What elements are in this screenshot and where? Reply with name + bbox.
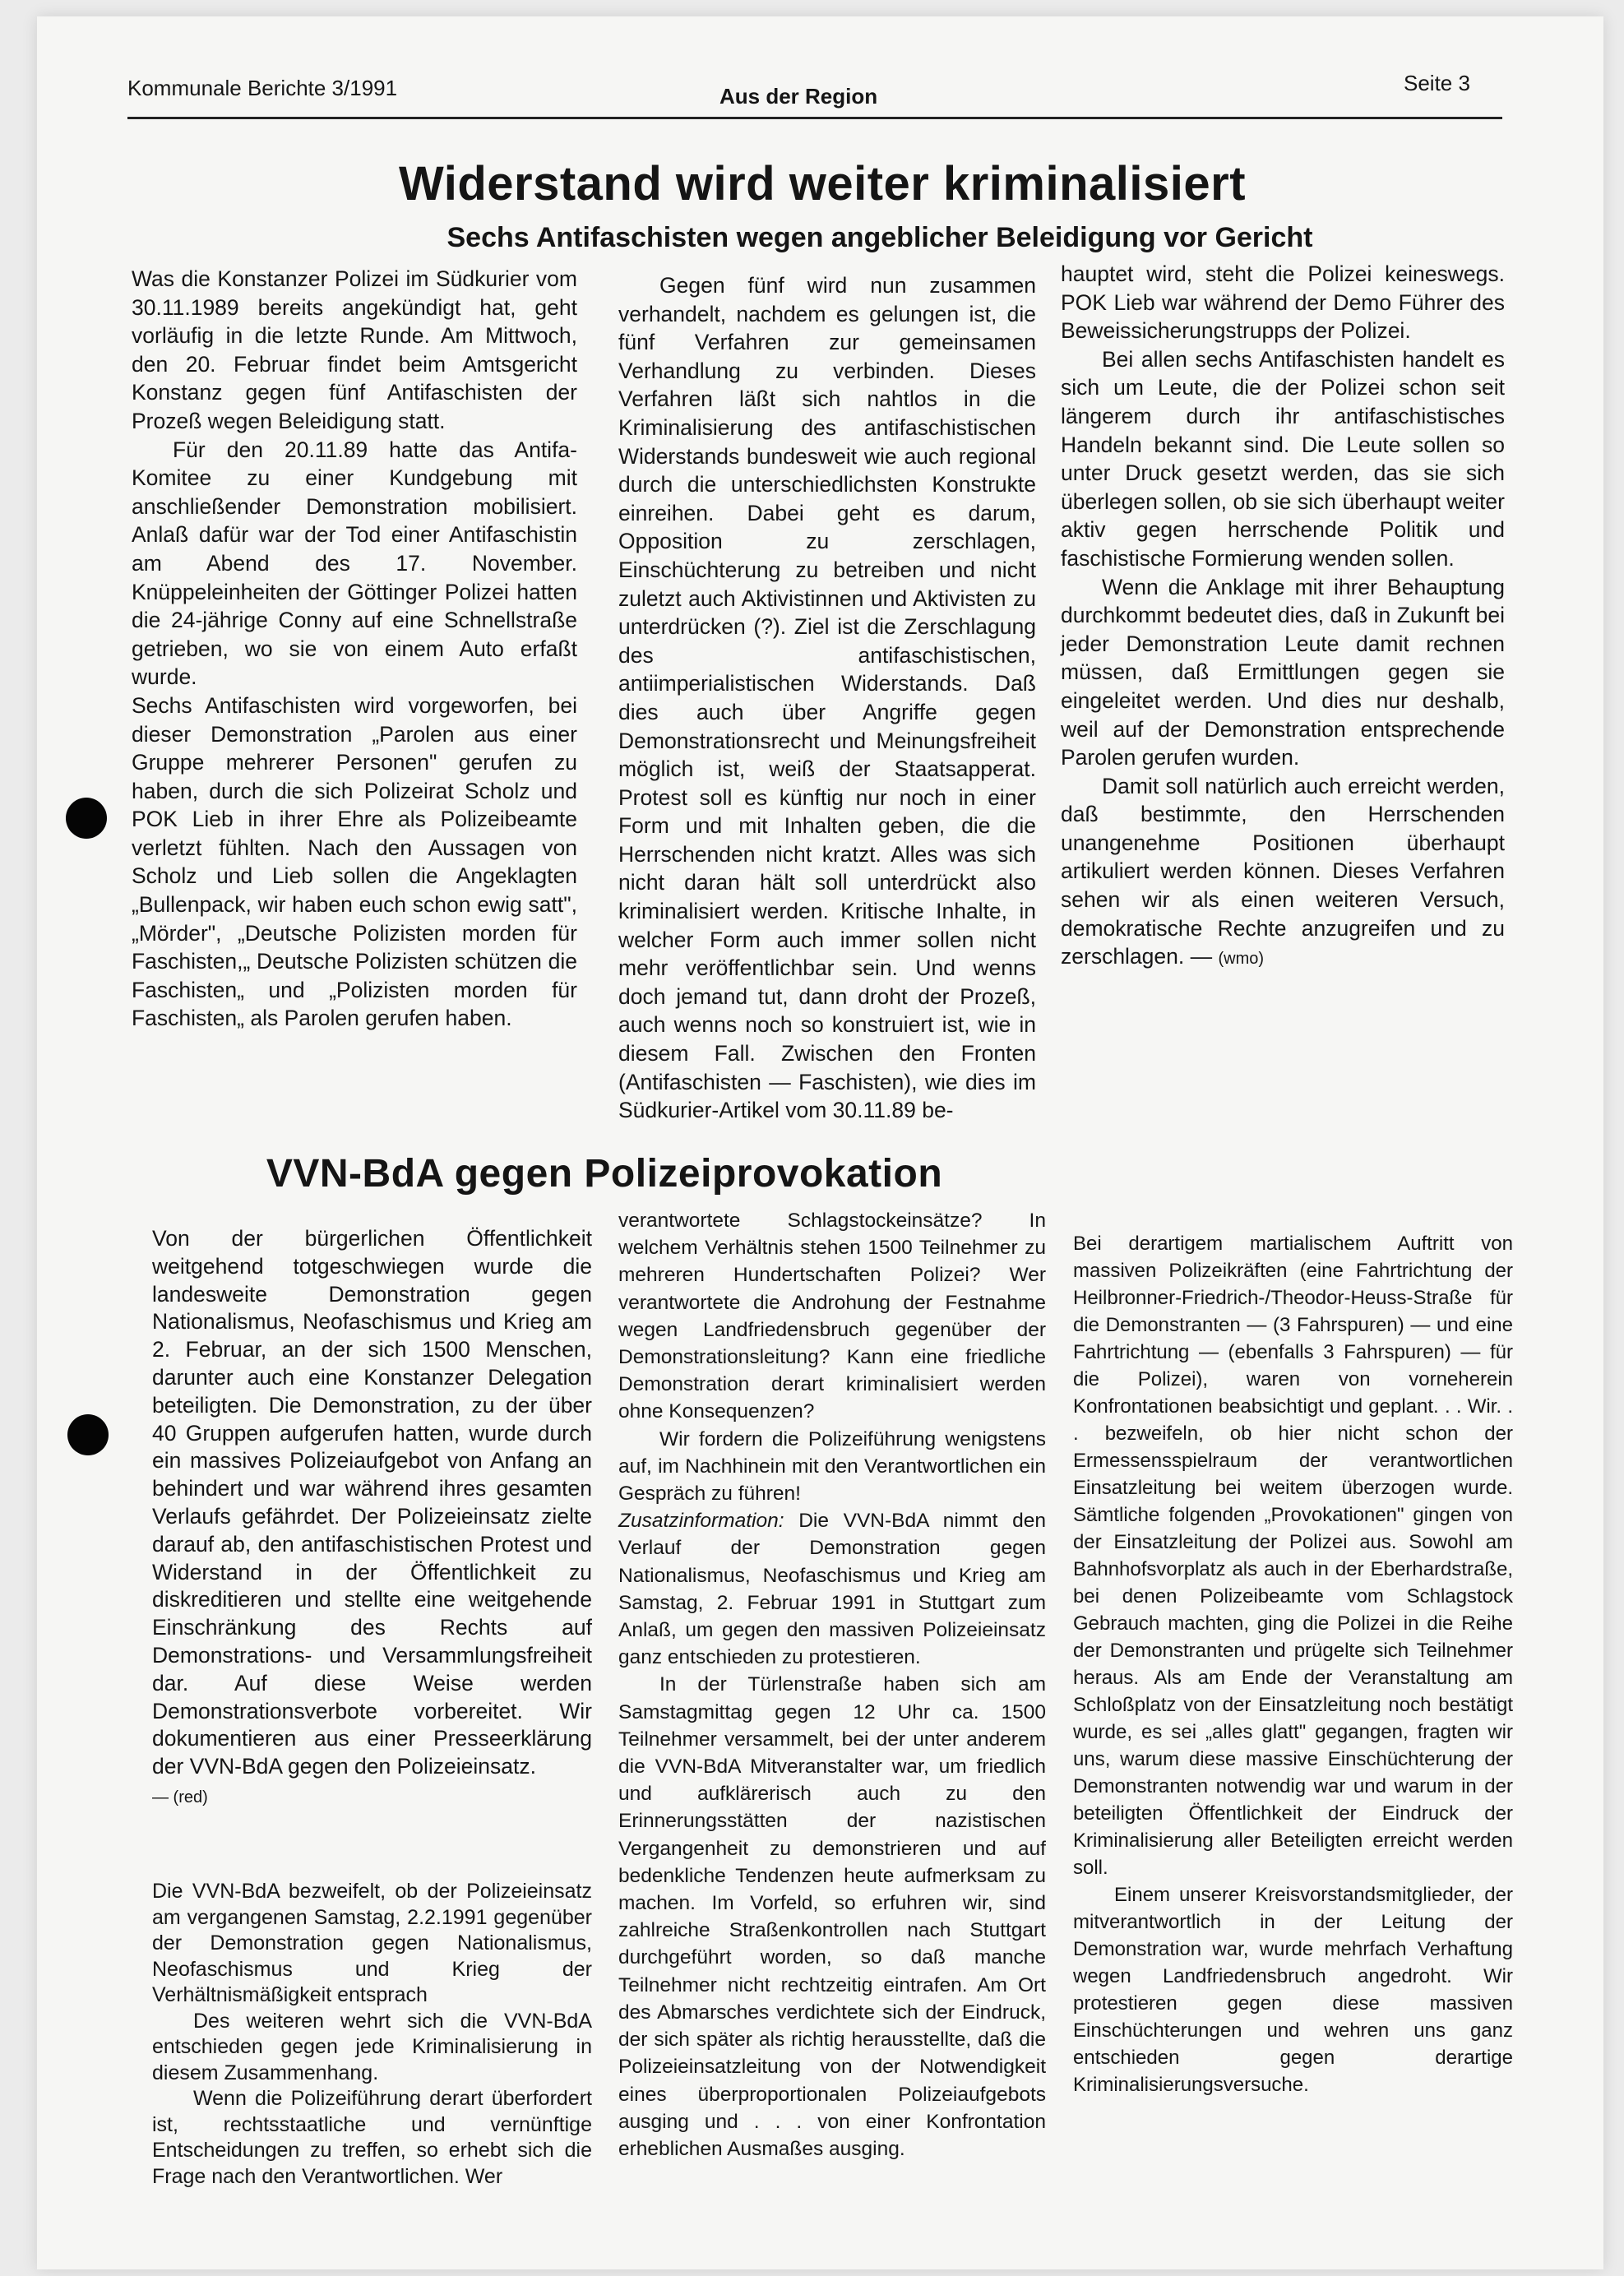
paragraph: Damit soll natürlich auch erreicht werden, daß bestimmte, den Herrschenden unangenehme Positionen überhaupt artikuliert werden können. Dieses Verfahren sehen wir als einen weiteren Versuch, demokratische Rechte anzugreifen und zu zerschlagen. — [1061,773,1505,969]
page-number: Seite 3 [1404,71,1470,95]
author-signature: (wmo) [1218,950,1265,969]
punch-hole [66,798,107,839]
paragraph: Sechs Antifaschisten wird vorgeworfen, bei dieser Demonstration „Parolen aus einer Gruppe mehrerer Personen" gerufen zu haben, durch die sich Polizeirat Scholz und POK Lieb in ihrer Ehre als Polizeibeamte verletzt fühlten. Nach den Aussagen von Scholz und Lieb sollen die Angeklagten „Bullenpack, wir haben euch schon ewig satt",„Mörder", „Deutsche Polizisten morden für Faschisten,„ Deutsche Polizisten schützen die Faschisten„ und „Polizisten morden für Faschisten„ als Parolen gerufen haben. [132,692,577,1031]
section-title: Aus der Region [719,84,878,109]
editor-signature: — (red) [152,1788,208,1806]
article1-subtitle: Sechs Antifaschisten wegen angeblicher Beleidigung vor Gericht [446,222,1313,253]
paragraph: Einem unserer Kreisvorstandsmitglieder, der mitverantwortlich in der Leitung der Demonstration war, wurde mehrfach Verhaftung wegen Landfriedensbruch angedroht. Wir protestieren gegen diese massiven Einschüchterungen und wehren uns ganz entschieden gegen derartige Kriminalisierungsversuche. [1073,1884,1513,2096]
article2-title: VVN-BdA gegen Polizeiprovokation [266,1152,943,1196]
paragraph: Bei allen sechs Antifaschisten handelt es sich um Leute, die der Polizei schon seit längerem durch ihr antifaschistisches Handeln bekannt sind. Die Leute sollen so unter Druck gesetzt werden, das sie sich überlegen sollen, ob sie sich überhaupt weiter aktiv gegen herrschende Politik und faschistische Formierung wenden sollen. [1061,346,1505,571]
zusatz-text: Die VVN-BdA nimmt den Verlauf der Demonstration gegen Nationalismus, Neofaschismus und Krieg am Samstag, 2. Februar 1991 in Stuttgart zum Anlaß, um gegen den massiven Polizeieinsatz ganz entschieden zu protestieren. [618,1510,1047,1669]
header-rule [127,117,1502,119]
article2-column-1 [152,1225,592,1812]
article1-column-3 [1061,260,1505,974]
paragraph: Bei derartigem martialischem Auftritt von massiven Polizeikräften (eine Fahrtrichtung der Heilbronner-Friedrich-/Theodor-Heuss-Straße für die Demonstranten — (3 Fahrspuren) — und eine Fahrtrichtung — (ebenfalls 3 Fahrspuren) — für die Polizei), waren von vorneherein Konfrontationen beabsichtigt und geplant. . . Wir. . . bezweifeln, ob hier nicht schon der Ermessensspielraum der verantwortlichen Einsatzleitung bei weitem überzogen wurde. Sämtliche folgenden „Provokationen" gingen von der Einsatzleitung der Polizei aus. Sowohl am Bahnhofsvorplatz als auch in der Eberhardstraße, bei denen Polizeibeamte vom Schlagstock Gebrauch machten, ging die Polizei in die Reihe der Demonstranten und prügelte sich Teilnehmer heraus. Als am Ende der Veranstaltung am Schloßplatz von der Einsatzleitung noch bestätigt wurde, es sei „alles glatt" gegangen, fragten wir uns, warum diese massive Einschüchterung der Demonstranten notwendig war und warum in der beteiligten Öffentlichkeit der Eindruck der Kriminalisierung aller Beteiligten erreicht werden soll. [1073,1233,1513,1879]
article1-title: Widerstand wird weiter kriminalisiert [398,157,1247,210]
paragraph: hauptet wird, steht die Polizei keineswegs. POK Lieb war während der Demo Führer des Beweissicherungstrupps der Polizei. [1061,261,1505,344]
article2-column-1-continued [152,1879,592,2190]
paragraph: Von der bürgerlichen Öffentlichkeit weitgehend totgeschwiegen wurde die landesweite Demonstration gegen Nationalismus, Neofaschismus und Krieg am 2. Februar, an der sich 1500 Menschen, darunter auch eine Konstanzer Delegation beteiligten. Die Demonstration, zu der über 40 Gruppen aufgerufen hatten, wurde durch ein massives Polizeiaufgebot von Anfang an behindert und war während ihres gesamten Verlaufs gefährdet. Der Polizeieinsatz zielte darauf ab, den antifaschistischen Protest und Widerstand in der Öffentlichkeit zu diskreditieren und stellte eine weitgehende Einschränkung des Rechts auf Demonstrations- und Versammlungsfreiheit dar. Auf diese Weise werden Demonstrationsverbote vorbereitet. Wir dokumentieren aus einer Presseerklärung der VVN-BdA gegen den Polizeieinsatz. [152,1226,592,1779]
paragraph: verantwortete Schlagstockeinsätze? In welchem Verhältnis stehen 1500 Teilnehmer zu mehreren Hundertschaften Polizei? Wer verantwortete die Androhung der Festnahme wegen Landfriedensbruch gegenüber der Demonstrationsleitung? Kann eine friedliche Demonstration derart kriminalisiert werden ohne Konsequenzen? [618,1210,1046,1423]
article2-column-2 [618,1207,1046,2163]
paragraph: Für den 20.11.89 hatte das Antifa-Komitee zu einer Kundgebung mit anschließender Demonstration mobilisiert. Anlaß dafür war der Tod einer Antifaschistin am Abend des 17. November. Knüppeleinheiten der Göttinger Polizei hatten die 24-jährige Conny auf eine Schnellstraße getrieben, wo sie von einem Auto erfaßt wurde. [132,437,577,690]
paragraph: Wir fordern die Polizeiführung wenigstens auf, im Nachhinein mit den Verantwortlichen ein Gespräch zu führen! [618,1427,1046,1506]
publication-name: Kommunale Berichte 3/1991 [127,76,398,100]
paragraph: Gegen fünf wird nun zusammen verhandelt, nachdem es gelungen ist, die fünf Verfahren zur gemeinsamen Verhandlung zu verbinden. Dieses Verfahren läßt sich nahtlos in die Kriminalisierung des antifaschistischen Widerstands bundesweit wie auch regional durch die unterschiedlichsten Konstrukte einreihen. Dabei geht es darum, Opposition zu zerschlagen, Einschüchterung zu betreiben und nicht zuletzt auch Aktivistinnen und Aktivisten zu unterdrücken (?). Ziel ist die Zerschlagung des antifaschistischen, antiimperialistischen Widerstands. Daß dies auch über Angriffe gegen Demonstrationsrecht und Meinungsfreiheit möglich ist, weiß der Staatsapperat. Protest soll es künftig nur noch in einer Form und mit Inhalten geben, die die Herrschenden nicht kratzt. Alles was sich nicht daran hält soll unterdrückt also kriminalisiert werden. Kritische Inhalte, in welcher Form auch immer sollen nicht mehr veröffentlichbar sein. Und wenns doch jemand tut, dann droht der Prozeß, auch wenns noch so konstruiert ist, wie in diesem Fall. Zwischen den Fronten (Antifaschisten — Faschisten), wie dies im Südkurier-Artikel vom 30.11.89 be- [618,273,1036,1123]
paragraph: Wenn die Polizeiführung derart überfordert ist, rechtsstaatliche und vernünftige Entscheidungen zu treffen, so erhebt sich die Frage nach den Verantwortlichen. Wer [152,2087,592,2188]
article1-column-2 [618,271,1036,1125]
zusatz-label: Zusatzinformation: [618,1510,784,1533]
article1-column-1 [132,265,577,1033]
paragraph: Was die Konstanzer Polizei im Südkurier vom 30.11.1989 bereits angekündigt hat, geht vorläufig in die letzte Runde. Am Mittwoch, den 20. Februar findet beim Amtsgericht Konstanz gegen fünf Antifaschisten der Prozeß wegen Beleidigung statt. [132,266,577,433]
article2-column-3 [1073,1230,1513,2098]
paragraph: Die VVN-BdA bezweifelt, ob der Polizeieinsatz am vergangenen Samstag, 2.2.1991 gegenüber der Demonstration gegen Nationalismus, Neofaschismus und Krieg der Verhältnismäßigkeit entsprach [152,1880,592,2006]
paragraph: Wenn die Anklage mit ihrer Behauptung durchkommt bedeutet dies, daß in Zukunft bei jeder Demonstration Leute damit rechnen müssen, daß Ermittlungen gegen sie eingeleitet werden. Und dies nur deshalb, weil auf der Demonstration entsprechende Parolen gerufen wurden. [1061,574,1505,770]
paragraph: In der Türlenstraße haben sich am Samstagmittag gegen 12 Uhr ca. 1500 Teilnehmer versammelt, bei der unter anderem die VVN-BdA Mitveranstalter war, um friedlich und aufklärerisch auch zu den Erinnerungsstätten der nazistischen Vergangenheit zu demonstrieren und auf bedenkliche Tendenzen heute aufmerksam zu machen. Im Vorfeld, so erfuhren wir, sind zahlreiche Straßenkontrollen nach Stuttgart durchgeführt worden, so daß manche Teilnehmer nicht rechtzeitig eintrafen. Am Ort des Abmarsches verdichtete sich der Eindruck, der sich später als richtig herausstellte, daß die Polizeieinsatzleitung von der Notwendigkeit eines überproportionalen Polizeiaufgebots ausging und . . . von einer Konfrontation erheblichen Ausmaßes ausging. [618,1673,1046,2160]
punch-hole [67,1414,109,1455]
paragraph: Des weiteren wehrt sich die VVN-BdA entschieden gegen jede Kriminalisierung in diesem Zusammenhang. [152,2009,592,2084]
